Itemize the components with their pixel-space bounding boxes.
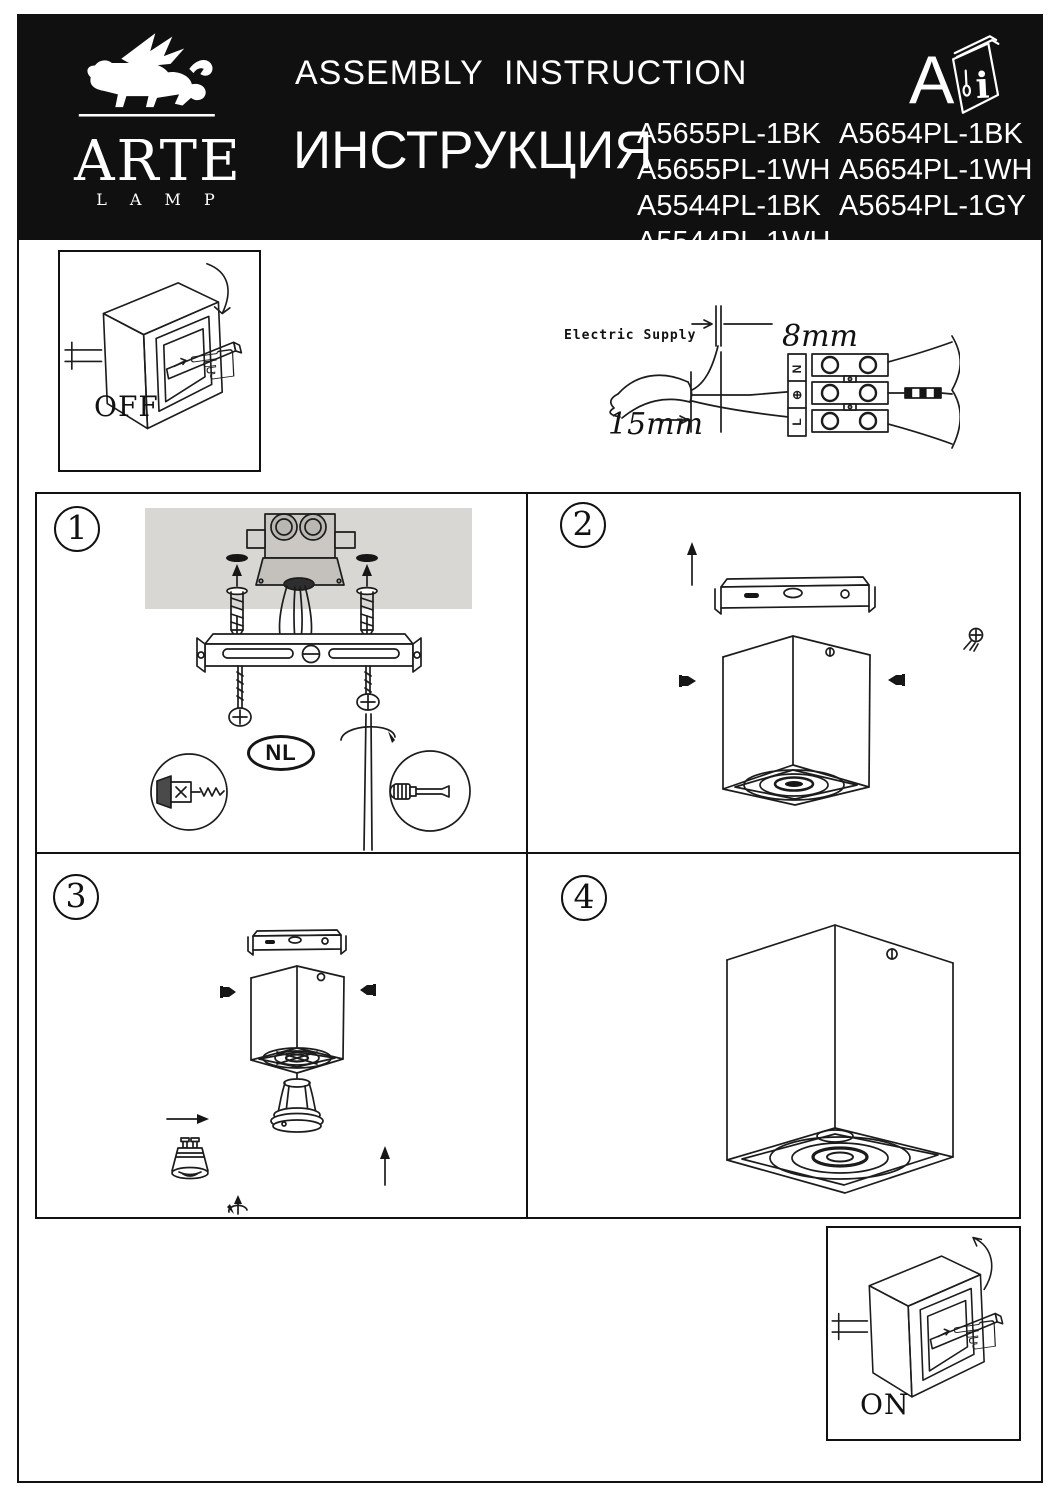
- pointing-hand-icon: ☜: [182, 328, 245, 404]
- mounting-bracket: [248, 930, 346, 955]
- screw-icon: [220, 986, 236, 998]
- strip-length-15mm: 15mm: [608, 407, 704, 442]
- power-off-panel: [58, 250, 261, 472]
- terminal-l-label: L: [790, 418, 804, 426]
- screw-icon: [964, 629, 983, 652]
- model-number: A5654PL-1WH: [839, 154, 1033, 186]
- title-russian: ИНСТРУКЦИЯ: [293, 121, 653, 180]
- mounting-bracket: [197, 634, 421, 672]
- grid-vertical-divider: [526, 492, 528, 1217]
- screw-icon: [888, 674, 905, 686]
- fixture-cable: [952, 336, 960, 448]
- twist-lock-icon: [227, 1195, 247, 1214]
- screw-icon: [679, 675, 696, 687]
- step-4-illustration: [530, 855, 1017, 1215]
- up-arrow-icon: [687, 542, 697, 555]
- screwdriver-shaft: [364, 714, 372, 850]
- nl-badge: NL: [247, 735, 315, 771]
- supply-pipe: [65, 342, 101, 369]
- brand-name: ARTE: [74, 129, 242, 194]
- spotlight-body: [251, 966, 344, 1073]
- step-3-illustration: [37, 855, 526, 1215]
- step-3-number: 3: [53, 874, 99, 920]
- lamp-socket: [271, 1073, 323, 1132]
- switch-box-side: [869, 1286, 912, 1397]
- light-switch-on-illustration: [830, 1232, 1016, 1408]
- model-number: A5655PL-1BK: [637, 118, 821, 150]
- series-letter: A: [909, 42, 955, 118]
- screw: [229, 666, 251, 726]
- wire-tip: [716, 306, 721, 346]
- title-english: ASSEMBLY INSTRUCTION: [295, 54, 748, 92]
- model-number: A5544PL-1WH: [637, 226, 831, 258]
- step-1-illustration: [37, 494, 526, 851]
- step-1-number: 1: [54, 506, 100, 552]
- grid-horizontal-divider: [35, 852, 1019, 854]
- terminal-n-label: N: [790, 364, 804, 374]
- spotlight-body: [723, 636, 870, 805]
- light-switch-off-illustration: [62, 258, 256, 440]
- supply-cable: [618, 375, 688, 394]
- model-number: A5654PL-1BK: [839, 118, 1023, 150]
- model-number: A5655PL-1WH: [637, 154, 831, 186]
- step-2-number: 2: [560, 502, 606, 548]
- model-list-left: [637, 116, 830, 260]
- side-screw-hole: [318, 974, 325, 981]
- on-label: ON: [860, 1388, 910, 1421]
- mounting-bracket: [715, 577, 875, 614]
- gu10-bulb: [172, 1138, 208, 1179]
- screw-icon: [360, 984, 376, 996]
- drill-hole: [226, 554, 248, 562]
- terminal-block: [812, 354, 888, 432]
- step-4-number: 4: [561, 875, 607, 921]
- strip-length-8mm: 8mm: [782, 319, 858, 354]
- instruction-booklet-icon: [944, 32, 1010, 120]
- assembled-spotlight: [727, 925, 953, 1193]
- header: [17, 14, 1041, 258]
- model-number: A5544PL-1BK: [637, 190, 821, 222]
- supply-pipe: [832, 1314, 867, 1340]
- info-letter: i: [974, 64, 991, 108]
- rotate-arrow-icon: [341, 727, 395, 740]
- wiring-terminal-diagram: [600, 298, 960, 456]
- power-on-panel: [826, 1226, 1021, 1441]
- electric-supply-label: Electric Supply: [564, 328, 697, 343]
- brand-subtitle: L A M P: [96, 190, 224, 209]
- arte-lamp-lion-logo: [55, 28, 225, 126]
- step-2-illustration: [530, 494, 1017, 851]
- model-list-right: [839, 116, 1032, 224]
- drill-hole: [356, 554, 378, 562]
- flip-up-arrow-icon: [973, 1238, 992, 1290]
- model-number: A5654PL-1GY: [839, 190, 1027, 222]
- pointing-hand-icon: ☜: [945, 1298, 1006, 1373]
- terminal-earth-label: ⊕: [790, 389, 804, 401]
- screw: [357, 666, 379, 710]
- off-label: OFF: [94, 390, 159, 423]
